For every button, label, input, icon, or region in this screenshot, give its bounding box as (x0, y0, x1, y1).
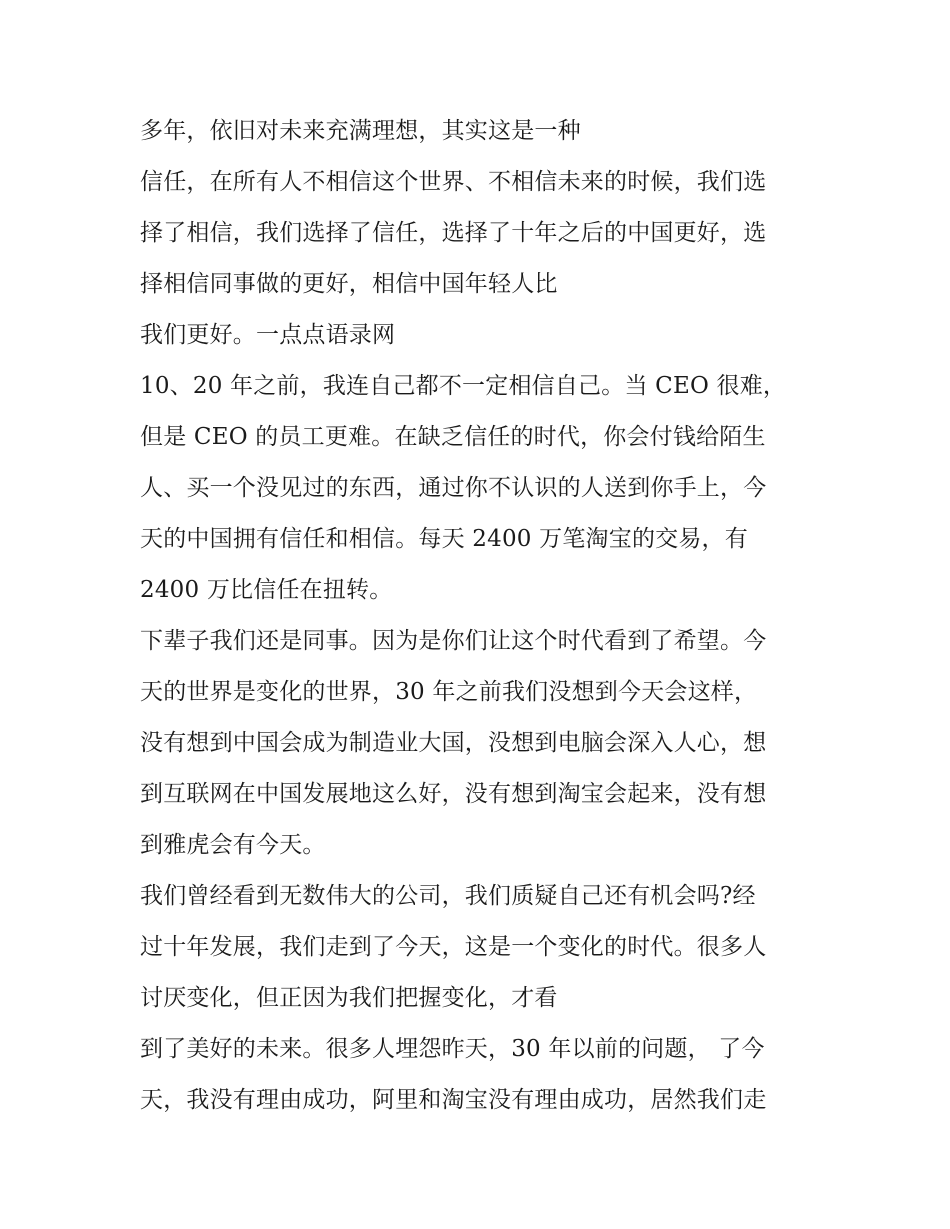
text-line: 没有想到中国会成为制造业大国，没想到电脑会深入人心，想 (140, 730, 767, 756)
text-line: 但是 CEO 的员工更难。在缺乏信任的时代，你会付钱给陌生 (140, 424, 766, 450)
text-line: 择了相信，我们选择了信任，选择了十年之后的中国更好，选 (140, 220, 767, 246)
text-line: 到了美好的未来。很多人埋怨昨天，30 年以前的问题， 了今 (140, 1036, 765, 1062)
text-line: 10、20 年之前，我连自己都不一定相信自己。当 CEO 很难， (140, 373, 787, 399)
text-line: 2400 万比信任在扭转。 (140, 577, 393, 603)
text-line: 信任，在所有人不相信这个世界、不相信未来的时候，我们选 (140, 169, 767, 195)
text-line: 多年，依旧对未来充满理想，其实这是一种 (140, 118, 581, 144)
text-line: 我们曾经看到无数伟大的公司，我们质疑自己还有机会吗?经 (140, 883, 756, 909)
text-line: 到互联网在中国发展地这么好，没有想到淘宝会起来，没有想 (140, 781, 767, 807)
text-line: 我们更好。一点点语录网 (140, 322, 396, 348)
text-line: 人、买一个没见过的东西，通过你不认识的人送到你手上，今 (140, 475, 767, 501)
text-line: 下辈子我们还是同事。因为是你们让这个时代看到了希望。今 (140, 628, 767, 654)
text-line: 讨厌变化，但正因为我们把握变化，才看 (140, 985, 558, 1011)
text-line: 天，我没有理由成功，阿里和淘宝没有理由成功，居然我们走 (140, 1087, 767, 1113)
text-line: 天的中国拥有信任和相信。每天 2400 万笔淘宝的交易，有 (140, 526, 748, 552)
document-body (140, 108, 830, 1128)
text-line: 天的世界是变化的世界，30 年之前我们没想到今天会这样， (140, 679, 758, 705)
text-line: 过十年发展，我们走到了今天，这是一个变化的时代。很多人 (140, 934, 767, 960)
text-line: 到雅虎会有今天。 (140, 832, 326, 858)
text-line: 择相信同事做的更好，相信中国年轻人比 (140, 271, 558, 297)
